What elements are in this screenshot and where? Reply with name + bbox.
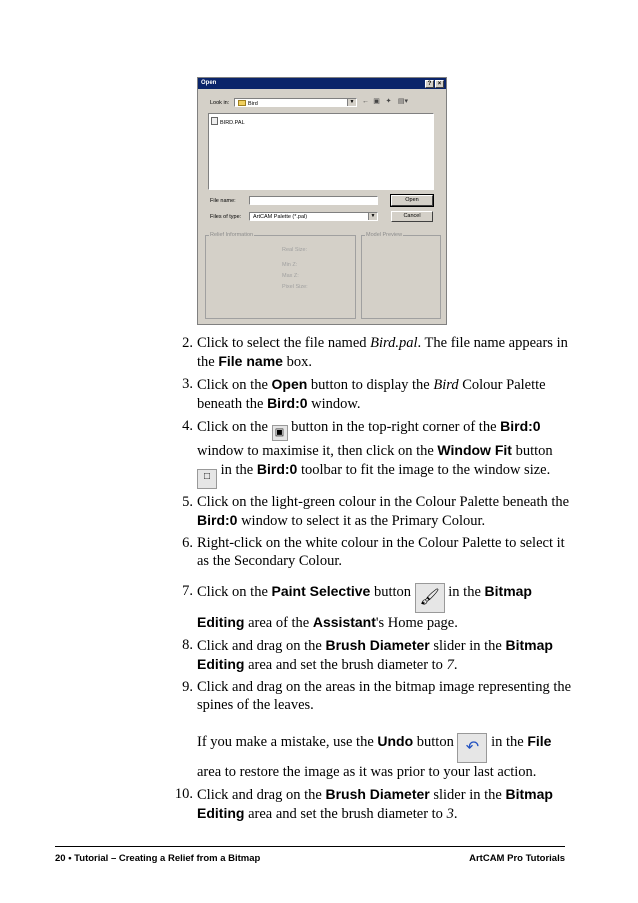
step-text: button [511, 443, 553, 459]
palette-name: Bird [433, 377, 459, 393]
filename-label: File name: [210, 198, 236, 204]
steps-list [173, 334, 573, 827]
ui-term: Paint Selective [271, 583, 371, 599]
close-button[interactable]: × [435, 80, 444, 88]
ui-term: Assistant [312, 614, 376, 630]
dialog-title: Open [201, 79, 217, 86]
step-number: 8. [182, 637, 193, 653]
ui-term: Bird:0 [267, 395, 308, 411]
dialog-titlebar [198, 78, 446, 89]
relief-info-group [205, 232, 356, 319]
ui-term: Open [271, 376, 308, 392]
ui-term: Brush Diameter [325, 786, 430, 802]
chevron-down-icon[interactable]: ▼ [347, 99, 356, 106]
ui-term: Bird:0 [197, 512, 238, 528]
step-number: 10. [174, 786, 193, 802]
chevron-down-icon[interactable]: ▼ [368, 213, 377, 220]
open-button[interactable]: Open [391, 195, 433, 206]
open-dialog [197, 77, 447, 325]
step-8 [173, 636, 573, 674]
step-text: . The file name appears in the [197, 335, 568, 370]
step-text: slider in the [429, 638, 506, 654]
step-10 [173, 785, 573, 823]
step-2 [173, 334, 573, 371]
ui-term: Bird:0 [500, 418, 541, 434]
step-number: 6. [182, 535, 193, 551]
ui-term: File name [218, 353, 283, 369]
step-9-note [197, 732, 573, 781]
max-z-label: Max Z: [282, 273, 299, 279]
step-number: 7. [182, 583, 193, 599]
step-number: 3. [182, 376, 193, 392]
step-4 [173, 417, 573, 489]
step-text: If you make a mistake, use the [197, 734, 378, 750]
model-preview-title: Model Preview [366, 232, 403, 238]
step-number: 5. [182, 494, 193, 510]
ui-term: Bitmap Editing [197, 583, 532, 630]
lookin-value: Bird [248, 101, 258, 107]
file-item-label: BIRD.PAL [220, 120, 245, 126]
page-footer [55, 846, 565, 864]
step-text: button [413, 734, 458, 750]
step-text: . [453, 806, 458, 822]
lookin-label: Look in: [210, 100, 230, 106]
undo-icon: ↶ [457, 733, 487, 763]
maximise-icon: ▣ [272, 425, 288, 441]
real-size-label: Real Size: [282, 247, 308, 253]
diameter-value: 7 [446, 657, 454, 673]
cancel-button[interactable]: Cancel [391, 211, 433, 222]
step-6 [173, 534, 573, 570]
min-z-label: Min Z: [282, 262, 298, 268]
step-text: Click on the [197, 584, 272, 600]
step-text: Click on the [197, 419, 272, 435]
step-text: in the [444, 584, 485, 600]
step-text: in the [217, 462, 257, 478]
step-text: Right-click on the white colour in the Colour Palette to select it as the Secondary Colour. [197, 535, 565, 569]
file-list[interactable] [208, 113, 434, 190]
step-text: toolbar to fit the image to the window size. [297, 462, 551, 478]
ui-term: Brush Diameter [325, 637, 430, 653]
list-item[interactable] [211, 117, 245, 126]
step-5 [173, 493, 573, 530]
up-folder-icon[interactable]: ▣ [373, 98, 380, 105]
step-text: Click to select the file named [197, 335, 371, 351]
step-number: 2. [182, 335, 193, 351]
folder-icon [238, 100, 246, 106]
ui-term: Undo [377, 733, 414, 749]
step-text: button in the top-right corner of the [287, 419, 501, 435]
step-3 [173, 375, 573, 413]
step-text: Colour Palette beneath the [197, 377, 546, 412]
step-text: box. [282, 354, 312, 370]
step-text: area and set the brush diameter to [244, 806, 447, 822]
relief-info-title: Relief Information [210, 232, 254, 238]
step-9 [173, 678, 573, 781]
lookin-combo[interactable] [234, 98, 357, 107]
step-text: area of the [244, 615, 313, 631]
filetype-value: ArtCAM Palette (*.pal) [253, 214, 308, 220]
model-preview-group [361, 232, 441, 319]
file-name-ref: Bird.pal [370, 335, 418, 351]
paint-brush-icon: 🖌 [415, 583, 445, 613]
step-text: button [370, 584, 415, 600]
step-text: window. [307, 396, 361, 412]
step-text: Click and drag on the areas in the bitmap image representing the spines of the leaves. [197, 679, 572, 713]
window-fit-icon: □ [197, 469, 217, 489]
step-text: Click and drag on the [197, 787, 326, 803]
footer-right: ArtCAM Pro Tutorials [469, 853, 565, 864]
back-arrow-icon[interactable]: ← [362, 98, 369, 105]
ui-term: Window Fit [437, 442, 512, 458]
ui-term: Bitmap Editing [197, 786, 553, 821]
step-text: Click on the [197, 377, 272, 393]
step-text: slider in the [429, 787, 506, 803]
filetype-label: Files of type: [210, 214, 242, 220]
ui-term: Bird:0 [256, 461, 298, 477]
step-text: Click on the light-green colour in the Colour Palette beneath the [197, 494, 570, 510]
ui-term: Bitmap Editing [197, 637, 553, 672]
view-menu-icon[interactable]: ▤▾ [397, 98, 409, 105]
pixel-size-label: Pixel Size: [282, 284, 308, 290]
step-text: area and set the brush diameter to [244, 657, 447, 673]
filetype-combo[interactable] [249, 212, 378, 221]
footer-left: 20 • Tutorial – Creating a Relief from a Bitmap [55, 853, 261, 864]
step-number: 4. [182, 418, 193, 434]
file-icon [211, 117, 218, 125]
ui-term: File [527, 733, 552, 749]
step-text: . [453, 657, 458, 673]
step-text: area to restore the image as it was prior to your last action. [197, 764, 537, 780]
step-text: 's Home page. [375, 615, 458, 631]
new-folder-icon[interactable]: ✦ [385, 98, 392, 105]
help-button[interactable]: ? [425, 80, 434, 88]
step-text: button to display the [307, 377, 434, 393]
step-number: 9. [182, 679, 193, 695]
step-text: window to select it as the Primary Colour. [237, 513, 486, 529]
step-text: in the [487, 734, 528, 750]
step-text: window to maximise it, then click on the [197, 443, 438, 459]
diameter-value: 3 [446, 806, 454, 822]
step-7 [173, 582, 573, 632]
filename-field[interactable] [249, 196, 378, 205]
step-text: Click and drag on the [197, 638, 326, 654]
